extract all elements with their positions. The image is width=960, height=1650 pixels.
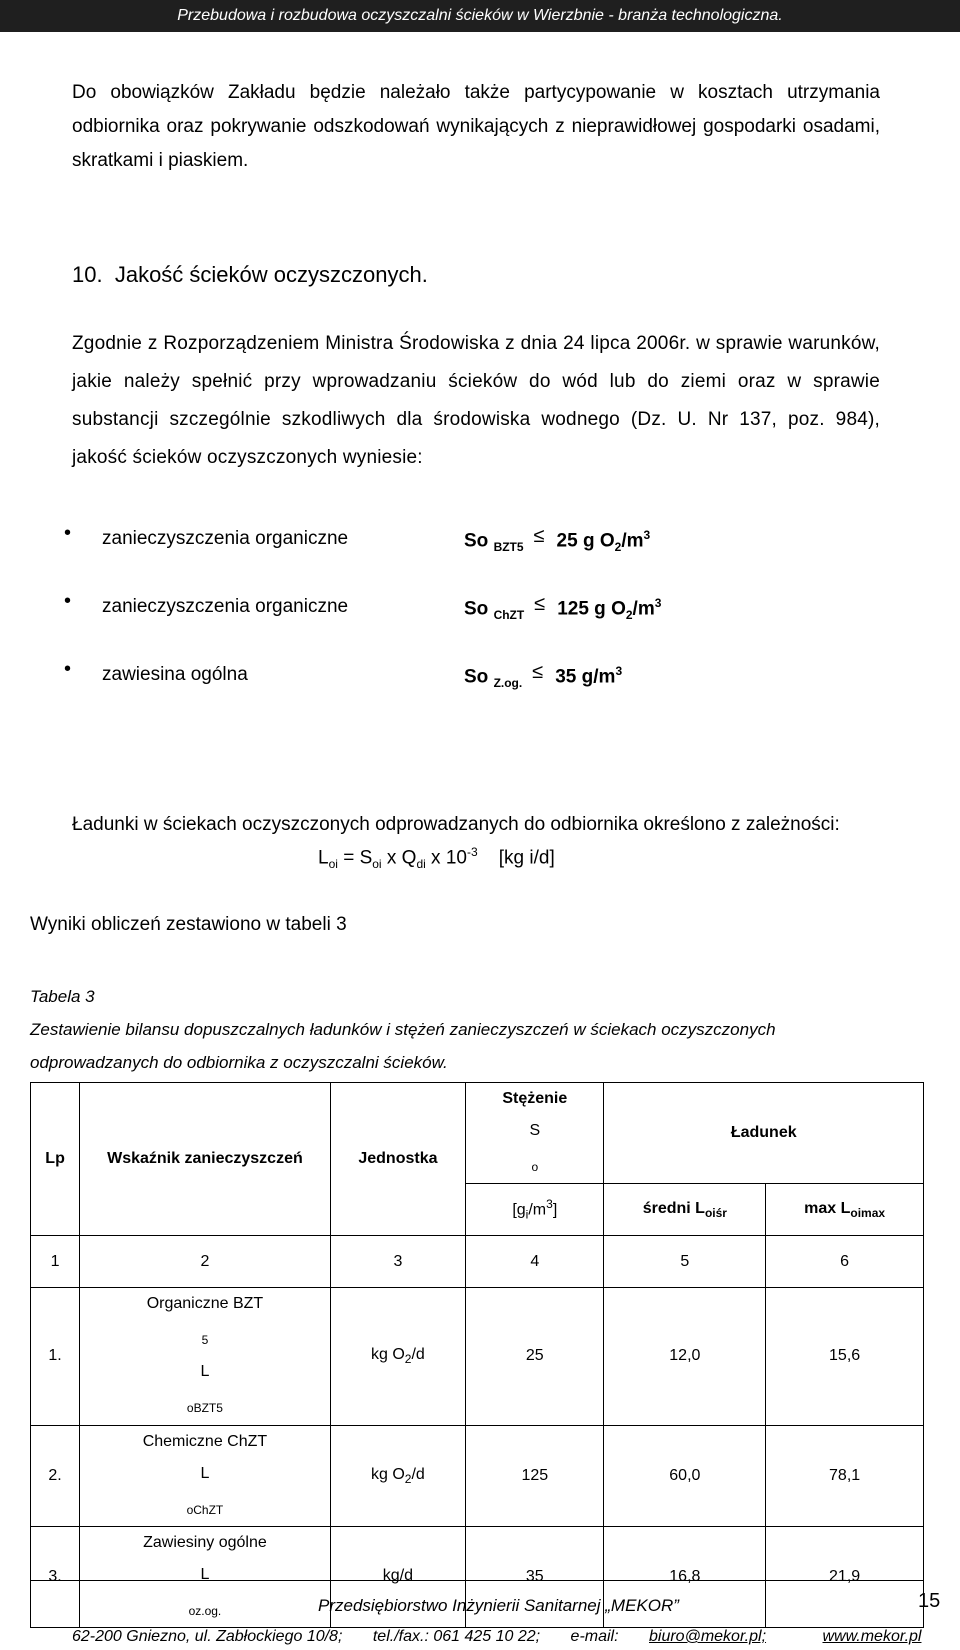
page-number: 15 xyxy=(918,1590,941,1612)
th-conc-unit: $[g_i/m^3]$ xyxy=(466,1184,604,1236)
col-number: 1 xyxy=(31,1236,80,1288)
bullet-label: zawiesina ogólna xyxy=(102,664,248,685)
bullet-item xyxy=(56,658,756,694)
bullet-item xyxy=(56,522,756,558)
cell-unit: kg $O_2/d$ xyxy=(330,1288,465,1425)
col-number: 2 xyxy=(80,1236,331,1288)
th-unit: Jednostka xyxy=(330,1083,465,1236)
footer-phone: tel./fax.: 061 425 10 22; xyxy=(372,1628,541,1645)
footer-street: 62-200 Gniezno, ul. Zabłockiego 10/8; xyxy=(72,1628,343,1645)
bullet-item xyxy=(56,590,756,626)
footer-divider xyxy=(30,1580,924,1581)
bullet-formula: So $_{ChZT}$ ≤ 125 g $O_2/m^3$ xyxy=(464,593,662,623)
footer-firm: Przedsiębiorstwo Inżynierii Sanitarnej „MEKOR” xyxy=(318,1596,679,1615)
cell-indicator: Chemiczne ChZT L $_{oChZT}$ xyxy=(80,1425,331,1526)
col-number: 3 xyxy=(330,1236,465,1288)
footer-email: e-mail: biuro@mekor.pl; xyxy=(570,1628,767,1645)
table-row xyxy=(31,1425,924,1526)
table-number-row xyxy=(31,1236,924,1288)
cell-avg: 60,0 xyxy=(604,1425,766,1526)
website-link[interactable]: www.mekor.pl xyxy=(822,1628,922,1645)
document-header xyxy=(0,0,960,32)
cell-max: 21,9 xyxy=(766,1526,924,1627)
cell-avg: 16,8 xyxy=(604,1526,766,1627)
cell-lp: 2. xyxy=(31,1425,80,1526)
regulation-paragraph: Zgodnie z Rozporządzeniem Ministra Środowiska z dnia 24 lipca 2006r. w sprawie warunków, jakie należy spełnić przy wprowadzaniu ścieków do wód lub do ziemi oraz w sprawie substancji szczególnie szkodliwych dla środowiska wodnego (Dz. U. Nr 137, poz. 984), jakość ścieków oczyszczonych wyniesie: xyxy=(72,333,880,468)
cell-lp: 3. xyxy=(31,1526,80,1627)
footer-address xyxy=(72,1628,947,1646)
header-title: Przebudowa i rozbudowa oczyszczalni ścieków w Wierzbnie - branża technologiczna. xyxy=(177,7,783,24)
table-label: Tabela 3 xyxy=(30,987,95,1006)
col-number: 4 xyxy=(466,1236,604,1288)
th-conc: Stężenie S $_o$ xyxy=(466,1083,604,1184)
cell-max: 15,6 xyxy=(766,1288,924,1425)
cell-conc: 125 xyxy=(466,1425,604,1526)
cell-lp: 1. xyxy=(31,1288,80,1425)
bullet-formula: So $_{BZT5}$ ≤ 25 g $O_2/m^3$ xyxy=(464,525,651,555)
bullet-dot-icon: • xyxy=(64,658,72,680)
section-heading xyxy=(72,262,428,288)
cell-unit: kg $O_2/d$ xyxy=(330,1425,465,1526)
bullet-dot-icon: • xyxy=(64,522,72,544)
section-title: Jakość ścieków oczyszczonych. xyxy=(114,262,428,287)
section-number: 10. xyxy=(72,262,103,287)
bullet-label: zanieczyszczenia organiczne xyxy=(102,596,349,617)
table-header-row xyxy=(31,1083,924,1184)
cell-conc: 35 xyxy=(466,1526,604,1627)
th-lp: Lp xyxy=(31,1083,80,1236)
load-table xyxy=(30,1082,924,1628)
intro-paragraph: Do obowiązków Zakładu będzie należało także partycypowanie w kosztach utrzymania odbiornika oraz pokrywanie odszkodowań wynikających z nieprawidłowej gospodarki osadami, skratkami i piaskiem. xyxy=(72,82,880,171)
bullet-formula: So $_{Z.og.}$ ≤ 35 $g/m^3$ xyxy=(464,661,623,691)
col-number: 6 xyxy=(766,1236,924,1288)
load-text: Ładunki w ściekach oczyszczonych odprowadzanych do odbiornika określono z zależności: xyxy=(72,814,840,835)
th-avg: średni $L_{oiśr}$ xyxy=(604,1184,766,1236)
cell-indicator: Organiczne BZT $_5$ L $_{oBZT5}$ xyxy=(80,1288,331,1425)
th-max: $\max L_{oimax}$ xyxy=(766,1184,924,1236)
cell-conc: 25 xyxy=(466,1288,604,1425)
table-row xyxy=(31,1288,924,1425)
col-number: 5 xyxy=(604,1236,766,1288)
bullet-dot-icon: • xyxy=(64,590,72,612)
cell-avg: 12,0 xyxy=(604,1288,766,1425)
bullet-label: zanieczyszczenia organiczne xyxy=(102,528,349,549)
load-formula: $L_{oi} = S_{oi}$ x $Q_{di}$ x $10^{-3}$ [kg i/d] xyxy=(318,845,555,872)
results-text: Wyniki obliczeń zestawiono w tabeli 3 xyxy=(30,914,347,935)
email-link[interactable]: biuro@mekor.pl; xyxy=(649,1628,767,1645)
th-load: Ładunek xyxy=(604,1083,924,1184)
cell-indicator: Zawiesiny ogólne L $_{oz.og.}$ xyxy=(80,1526,331,1627)
cell-unit: kg/d xyxy=(330,1526,465,1627)
th-indicator: Wskaźnik zanieczyszczeń xyxy=(80,1083,331,1236)
table-caption: Zestawienie bilansu dopuszczalnych ładunków i stężeń zanieczyszczeń w ściekach oczyszczonych odprowadzanych do odbiornika z oczyszczalni ścieków. xyxy=(30,1020,776,1072)
cell-max: 78,1 xyxy=(766,1425,924,1526)
